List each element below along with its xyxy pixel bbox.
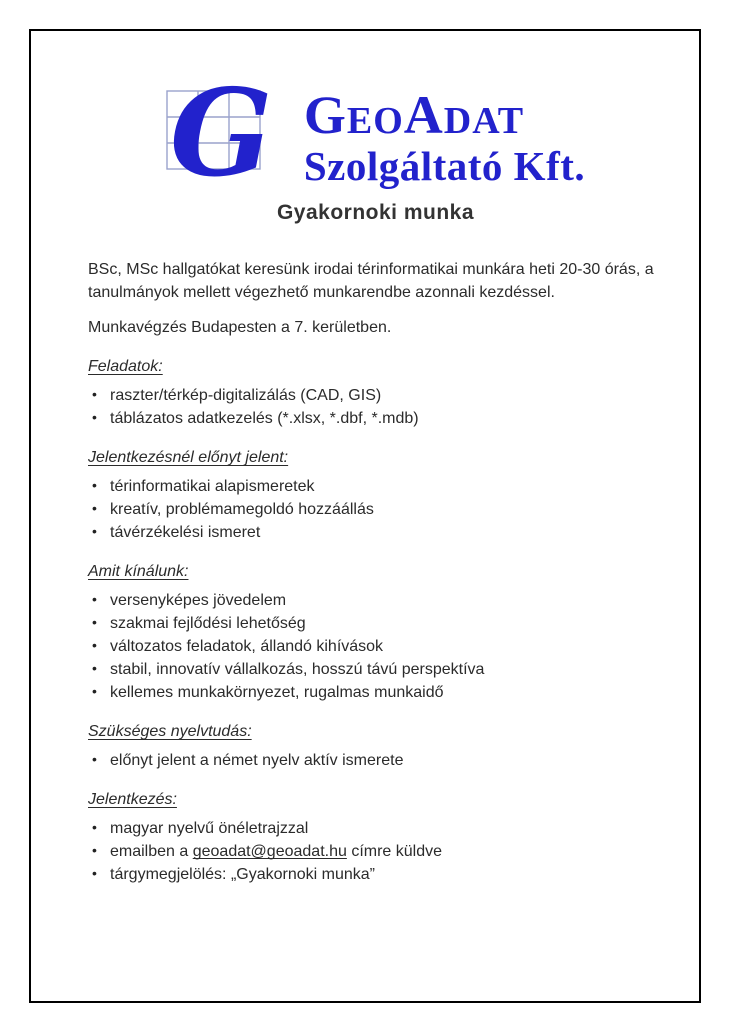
list-item: • magyar nyelvű önéletrajzzal	[88, 817, 663, 840]
email-prefix-text: emailben a	[110, 843, 193, 860]
section-heading-nyelvtudas: Szükséges nyelvtudás:	[88, 723, 252, 740]
list-item: • tárgymegjelölés: „Gyakornoki munka”	[88, 863, 663, 886]
company-name: GeoAdat	[303, 85, 525, 145]
bullet-list-nyelvtudas	[88, 749, 663, 772]
location-paragraph: Munkavégzés Budapesten a 7. kerületben.	[88, 319, 392, 336]
page-title: Gyakornoki munka	[276, 201, 475, 224]
section-heading-kinalunk: Amit kínálunk:	[88, 563, 189, 580]
list-item: • kellemes munkakörnyezet, rugalmas munkaidő	[88, 681, 663, 704]
list-item: • táblázatos adatkezelés (*.xlsx, *.dbf, *.mdb)	[88, 407, 663, 430]
list-item: • távérzékelési ismeret	[88, 521, 663, 544]
list-item: • szakmai fejlődési lehetőség	[88, 612, 663, 635]
section-heading-jelentkezes: Jelentkezés:	[88, 791, 177, 808]
section-heading-elony: Jelentkezésnél előnyt jelent:	[88, 449, 289, 466]
section-heading-feladatok: Feladatok:	[88, 358, 163, 375]
list-item: • stabil, innovatív vállalkozás, hosszú távú perspektíva	[88, 658, 663, 681]
section-elony	[88, 447, 663, 544]
section-feladatok	[88, 356, 663, 430]
logo-wordmark	[304, 76, 585, 187]
company-subtitle: Szolgáltató Kft.	[303, 143, 586, 189]
section-nyelvtudas	[88, 721, 663, 772]
list-item: • térinformatikai alapismeretek	[88, 475, 663, 498]
section-kinalunk	[88, 561, 663, 704]
bullet-list-kinalunk	[88, 589, 663, 704]
list-item: • kreatív, problémamegoldó hozzáállás	[88, 498, 663, 521]
bullet-list-elony	[88, 475, 663, 544]
list-item-email	[88, 840, 663, 863]
page-border	[29, 29, 701, 1003]
email-suffix-text: címre küldve	[346, 843, 443, 860]
bullet-list-jelentkezes	[88, 817, 663, 886]
company-logo	[88, 76, 663, 187]
list-item: • előnyt jelent a német nyelv aktív ismerete	[88, 749, 663, 772]
list-item: • raszter/térkép-digitalizálás (CAD, GIS)	[88, 384, 663, 407]
job-description	[88, 258, 663, 886]
grid-g-logo-icon	[166, 76, 294, 184]
email-link[interactable]: geoadat@geoadat.hu	[192, 843, 347, 860]
list-item: • változatos feladatok, állandó kihívások	[88, 635, 663, 658]
list-item: • versenyképes jövedelem	[88, 589, 663, 612]
intro-paragraph: BSc, MSc hallgatókat keresünk irodai térinformatikai munkára heti 20-30 órás, a tanulmányok mellett végezhető munkarendbe azonnali kezdéssel.	[88, 261, 654, 301]
logo-monogram: G	[169, 76, 273, 184]
bullet-list-feladatok	[88, 384, 663, 430]
section-jelentkezes	[88, 789, 663, 886]
